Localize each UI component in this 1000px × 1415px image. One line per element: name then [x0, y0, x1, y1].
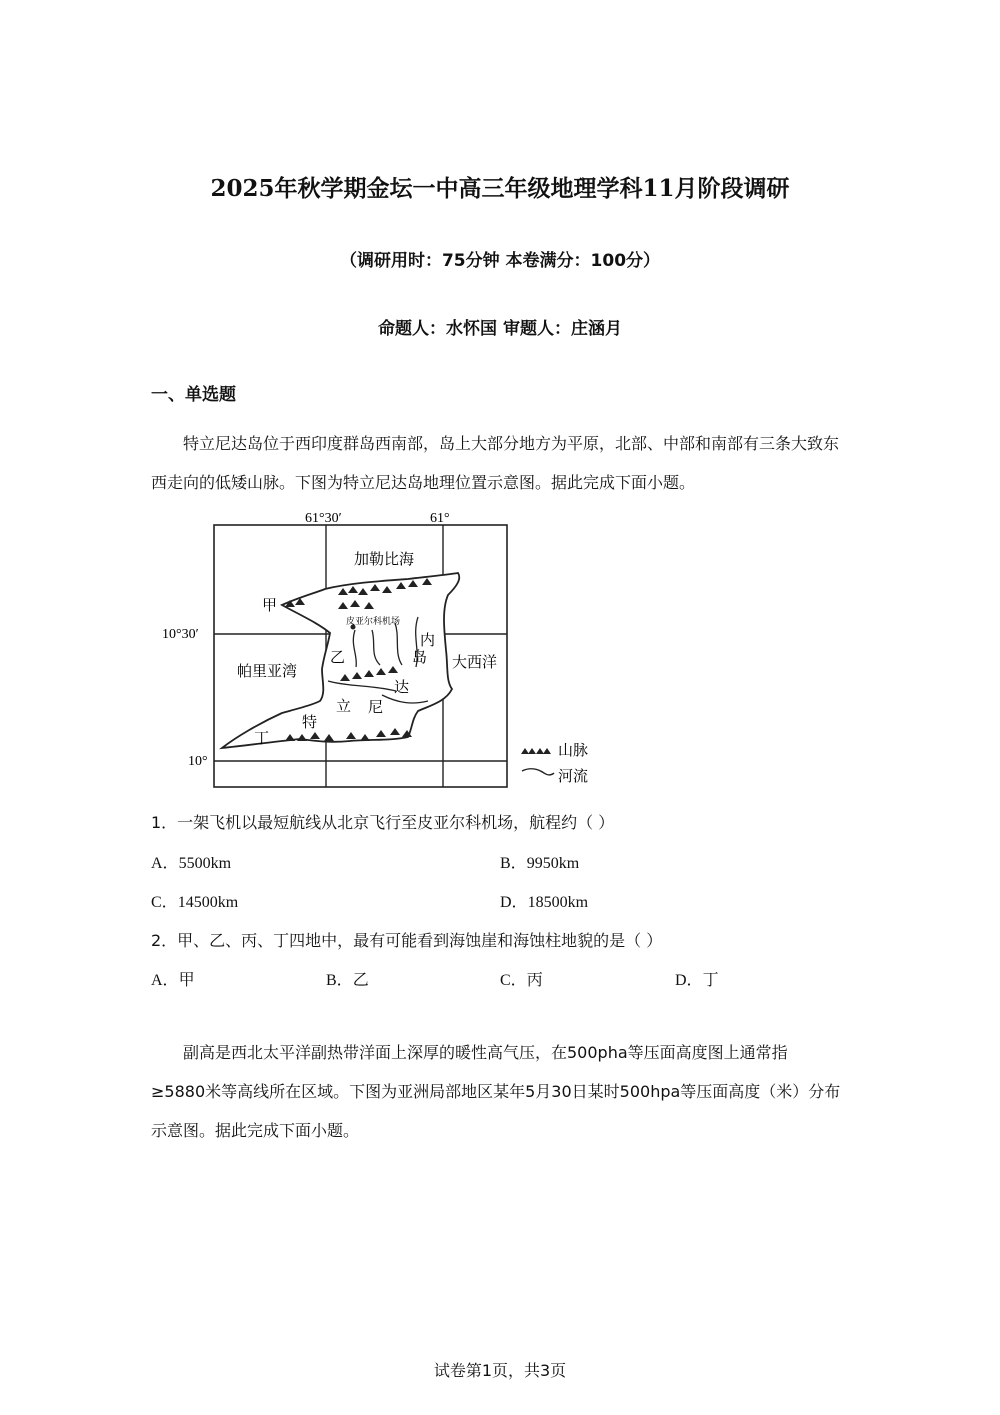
option-text: 9950km [526, 855, 580, 872]
q1-option-c[interactable] [151, 889, 238, 912]
option-text: 丁 [702, 970, 719, 989]
island-char-dao: 岛 [412, 650, 428, 666]
lon-label-2: 61° [430, 511, 450, 526]
atlantic-label: 大西洋 [452, 655, 498, 671]
lat-label-2: 10° [188, 754, 208, 769]
option-label: A． [151, 972, 179, 989]
option-label: B． [326, 972, 353, 989]
intro-paragraph [151, 424, 851, 502]
q1-option-b[interactable] [500, 850, 579, 873]
option-label: D． [675, 972, 703, 989]
legend-mountain-label: 山脉 [558, 743, 589, 759]
option-label: B． [500, 855, 527, 872]
lon-label-1: 61°30′ [305, 511, 342, 526]
option-label: C． [500, 972, 527, 989]
option-text: 14500km [177, 894, 239, 911]
question-2-stem: 2．甲、乙、丙、丁四地中，最有可能看到海蚀崖和海蚀柱地貌的是（ ） [151, 931, 663, 950]
bing-label-visible: 内 [420, 633, 436, 649]
option-text: 乙 [352, 970, 369, 989]
intro-text-2: 副高是西北太平洋副热带洋面上深厚的暖性高气压，在500pha等压面高度图上通常指≥5880米等高线所在区域。下图为亚洲局部地区某年5月30日某时500hpa等压面高度（米）分布示意图。据此完成下面小题。 [151, 1043, 841, 1140]
authors-line: 命题人：水怀国 审题人：庄涵月 [378, 319, 622, 339]
q2-option-b[interactable] [326, 967, 369, 990]
island-char-te: 特 [302, 715, 318, 731]
lat-label-1: 10°30′ [162, 627, 199, 642]
page-footer: 试卷第1页，共3页 [433, 1361, 567, 1380]
option-text: 丙 [526, 970, 543, 989]
trinidad-map [150, 505, 610, 795]
section-heading: 一、单选题 [151, 385, 236, 405]
legend-river-label: 河流 [558, 769, 589, 785]
option-text: 5500km [178, 855, 232, 872]
question-1-stem: 1．一架飞机以最短航线从北京飞行至皮亚尔科机场，航程约（ ） [151, 813, 615, 832]
q1-option-d[interactable] [500, 889, 588, 912]
river-icon [522, 769, 554, 775]
intro-text: 特立尼达岛位于西印度群岛西南部，岛上大部分地方为平原，北部、中部和南部有三条大致东西走向的低矮山脉。下图为特立尼达岛地理位置示意图。据此完成下面小题。 [151, 434, 840, 492]
island-char-li: 立 [336, 699, 352, 715]
option-text: 18500km [527, 894, 589, 911]
q1-option-a[interactable] [151, 850, 231, 873]
caribbean-label: 加勒比海 [354, 552, 415, 568]
intro-paragraph-2 [151, 1033, 841, 1150]
q2-option-d[interactable] [675, 967, 719, 990]
exam-info: （调研用时：75分钟 本卷满分：100分） [339, 251, 661, 271]
mountain-icon [521, 748, 551, 754]
gulf-paria-label: 帕里亚湾 [237, 664, 298, 680]
place-yi-label: 乙 [330, 650, 346, 666]
option-text: 甲 [178, 970, 195, 989]
page-title: 2025年秋学期金坛一中高三年级地理学科11月阶段调研 [210, 175, 790, 202]
option-label: D． [500, 894, 528, 911]
q2-option-c[interactable] [500, 967, 543, 990]
island-char-da: 达 [394, 680, 410, 696]
place-jia-label: 甲 [262, 598, 278, 614]
option-label: A． [151, 855, 179, 872]
option-label: C． [151, 894, 178, 911]
q2-option-a[interactable] [151, 967, 195, 990]
place-ding-label: 丁 [254, 731, 270, 747]
island-char-ni: 尼 [368, 700, 384, 716]
airport-label: 皮亚尔科机场 [346, 616, 401, 626]
